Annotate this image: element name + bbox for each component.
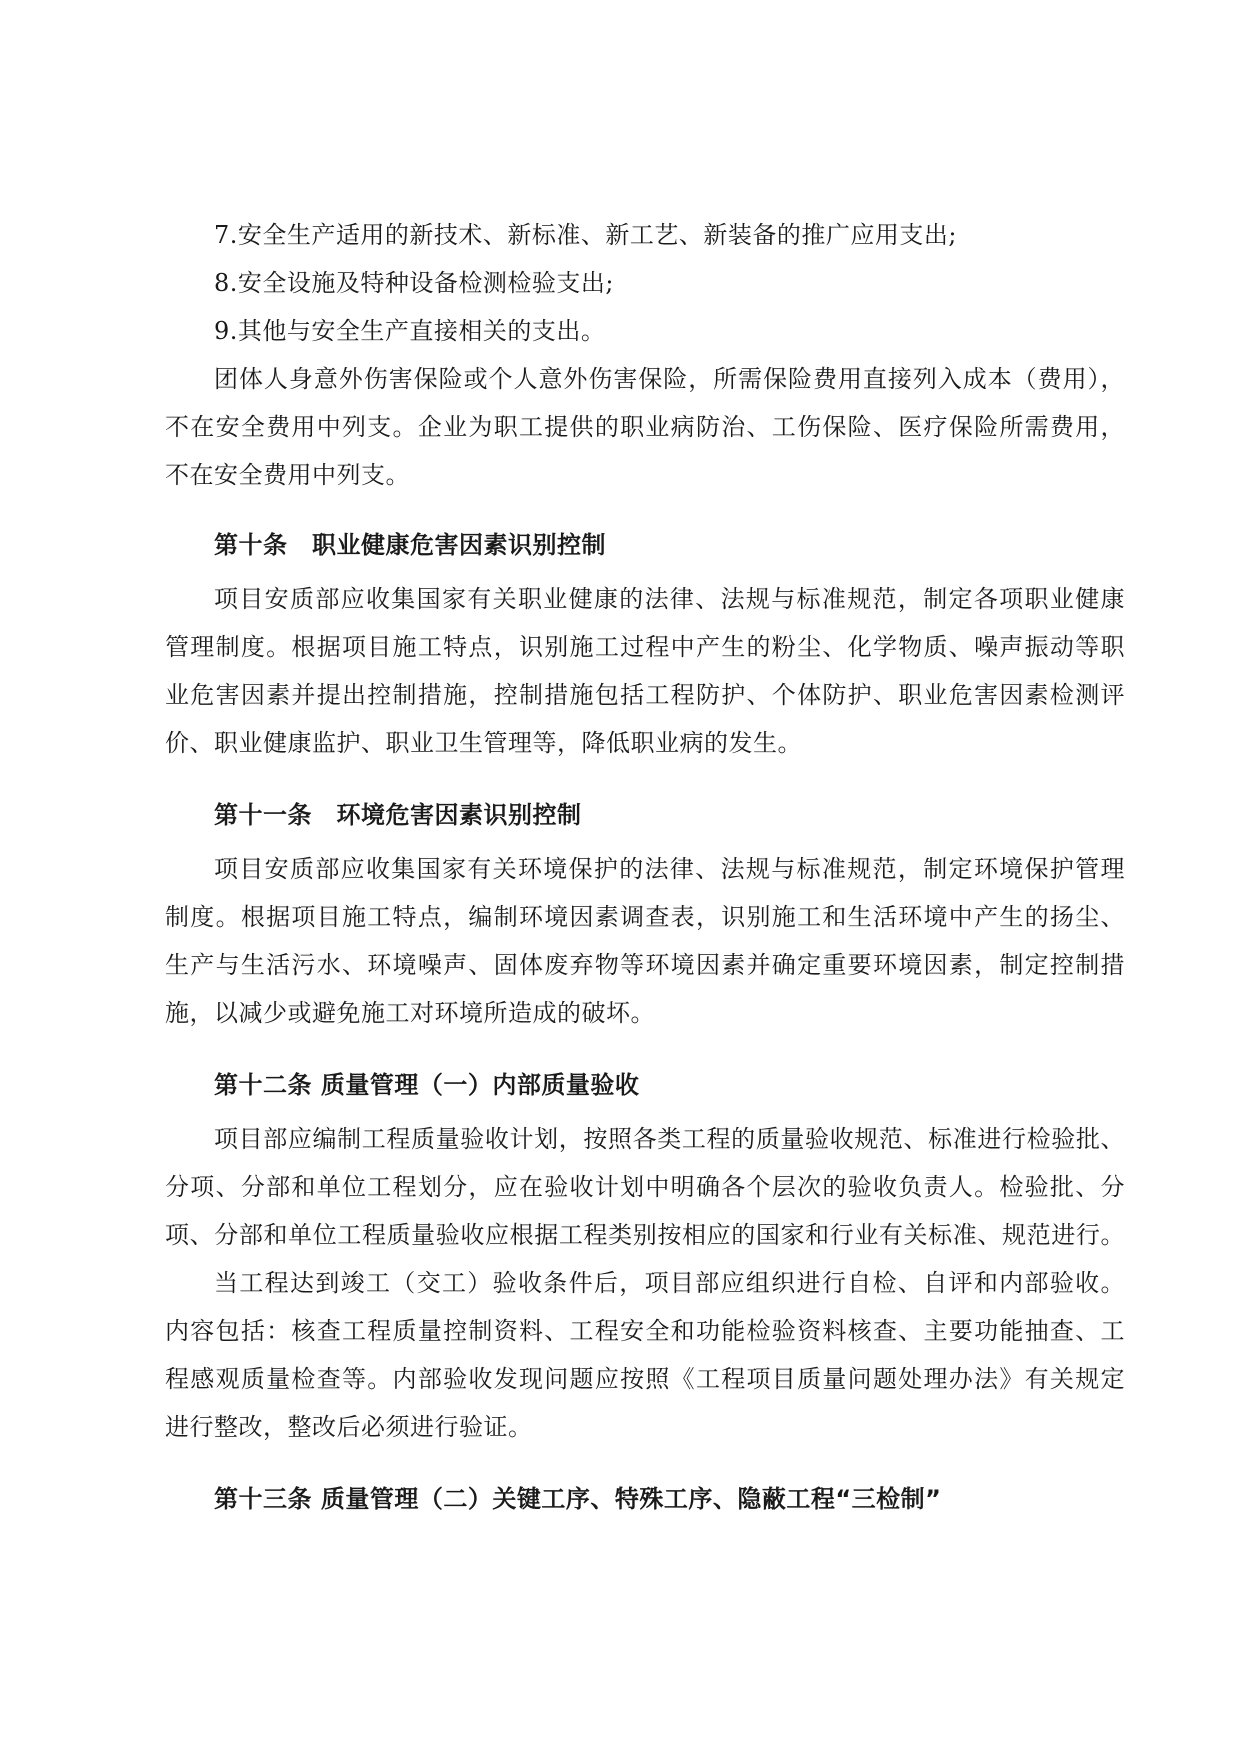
article-11-line-2: 制度。根据项目施工特点，编制环境因素调查表，识别施工和生活环境中产生的扬尘、 bbox=[165, 903, 1125, 931]
insurance-paragraph-line-1: 团体人身意外伤害保险或个人意外伤害保险，所需保险费用直接列入成本（费用）， bbox=[214, 365, 1125, 393]
article-12-para-2-line-3: 程感观质量检查等。内部验收发现问题应按照《工程项目质量问题处理办法》有关规定 bbox=[165, 1365, 1125, 1393]
article-12-para-1-line-1: 项目部应编制工程质量验收计划，按照各类工程的质量验收规范、标准进行检验批、 bbox=[214, 1125, 1125, 1153]
article-10-heading: 第十条 职业健康危害因素识别控制 bbox=[214, 531, 606, 559]
insurance-paragraph-line-3: 不在安全费用中列支。 bbox=[165, 461, 410, 489]
article-10-line-1: 项目安质部应收集国家有关职业健康的法律、法规与标准规范，制定各项职业健康 bbox=[214, 585, 1125, 613]
article-12-para-1-line-2: 分项、分部和单位工程划分，应在验收计划中明确各个层次的验收负责人。检验批、分 bbox=[165, 1173, 1125, 1201]
article-11-line-4: 施，以减少或避免施工对环境所造成的破坏。 bbox=[165, 999, 655, 1027]
article-11-line-1: 项目安质部应收集国家有关环境保护的法律、法规与标准规范，制定环境保护管理 bbox=[214, 855, 1125, 883]
article-11-line-3: 生产与生活污水、环境噪声、固体废弃物等环境因素并确定重要环境因素，制定控制措 bbox=[165, 951, 1125, 979]
article-10-line-3: 业危害因素并提出控制措施，控制措施包括工程防护、个体防护、职业危害因素检测评 bbox=[165, 681, 1125, 709]
article-10-line-2: 管理制度。根据项目施工特点，识别施工过程中产生的粉尘、化学物质、噪声振动等职 bbox=[165, 633, 1125, 661]
article-12-para-2-line-4: 进行整改，整改后必须进行验证。 bbox=[165, 1413, 533, 1441]
article-12-para-2-line-2: 内容包括：核查工程质量控制资料、工程安全和功能检验资料核查、主要功能抽查、工 bbox=[165, 1317, 1125, 1345]
article-11-heading: 第十一条 环境危害因素识别控制 bbox=[214, 801, 582, 829]
list-item-7: 7.安全生产适用的新技术、新标准、新工艺、新装备的推广应用支出; bbox=[214, 221, 957, 249]
article-12-para-1-line-3: 项、分部和单位工程质量验收应根据工程类别按相应的国家和行业有关标准、规范进行。 bbox=[165, 1221, 1125, 1249]
article-10-line-4: 价、职业健康监护、职业卫生管理等，降低职业病的发生。 bbox=[165, 729, 802, 757]
list-item-9: 9.其他与安全生产直接相关的支出。 bbox=[214, 317, 606, 345]
insurance-paragraph-line-2: 不在安全费用中列支。企业为职工提供的职业病防治、工伤保险、医疗保险所需费用， bbox=[165, 413, 1125, 441]
article-12-heading: 第十二条 质量管理（一）内部质量验收 bbox=[214, 1071, 640, 1099]
list-item-8: 8.安全设施及特种设备检测检验支出; bbox=[214, 269, 614, 297]
article-12-para-2-line-1: 当工程达到竣工（交工）验收条件后，项目部应组织进行自检、自评和内部验收。 bbox=[214, 1269, 1125, 1297]
article-13-heading: 第十三条 质量管理（二）关键工序、特殊工序、隐蔽工程“三检制” bbox=[214, 1485, 942, 1513]
